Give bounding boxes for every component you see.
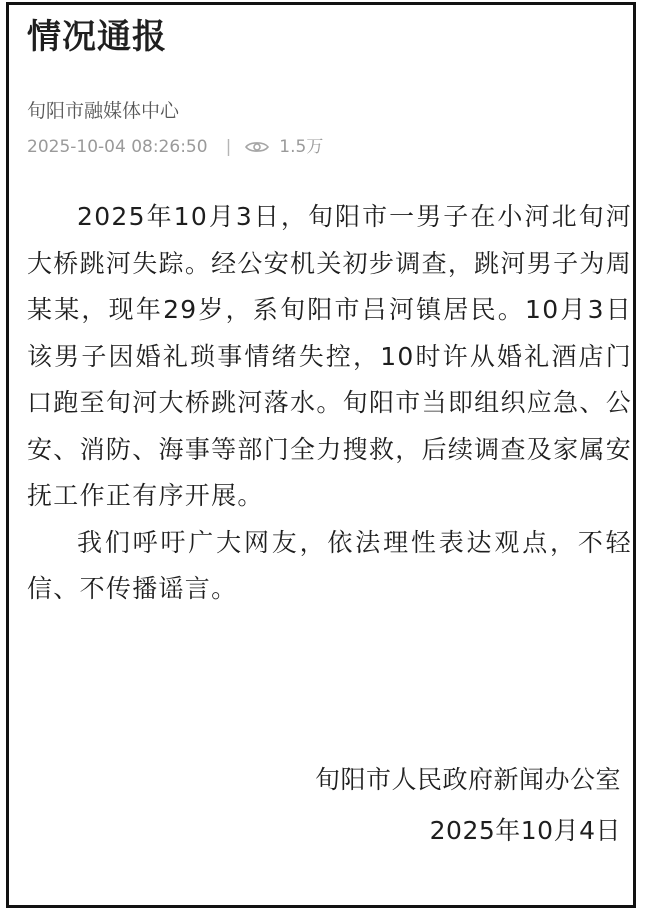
source-name[interactable]: 旬阳市融媒体中心 [27,100,180,122]
article-body [27,194,632,613]
notice-frame [6,2,636,908]
signature-date: 2025年10月4日 [429,816,621,845]
view-count: 1.5万 [279,137,324,157]
meta-separator: | [225,137,232,157]
paragraph: 2025年10月3日，旬阳市一男子在小河北旬河大桥跳河失踪。经公安机关初步调查，跳河男子为周某某，现年29岁，系旬阳市吕河镇居民。10月3日该男子因婚礼琐事情绪失控，10时许从婚礼酒店门口跑至旬河大桥跳河落水。旬阳市当即组织应急、公安、消防、海事等部门全力搜救，后续调查及家属安抚工作正有序开展。 [27,202,632,510]
publish-timestamp: 2025-10-04 08:26:50 [27,137,208,157]
signature-organization: 旬阳市人民政府新闻办公室 [314,765,621,794]
meta-row [27,133,323,161]
paragraph: 我们呼吁广大网友，依法理性表达观点，不轻信、不传播谣言。 [27,527,632,603]
page-title: 情况通报 [27,17,167,57]
eye-icon [245,140,269,154]
